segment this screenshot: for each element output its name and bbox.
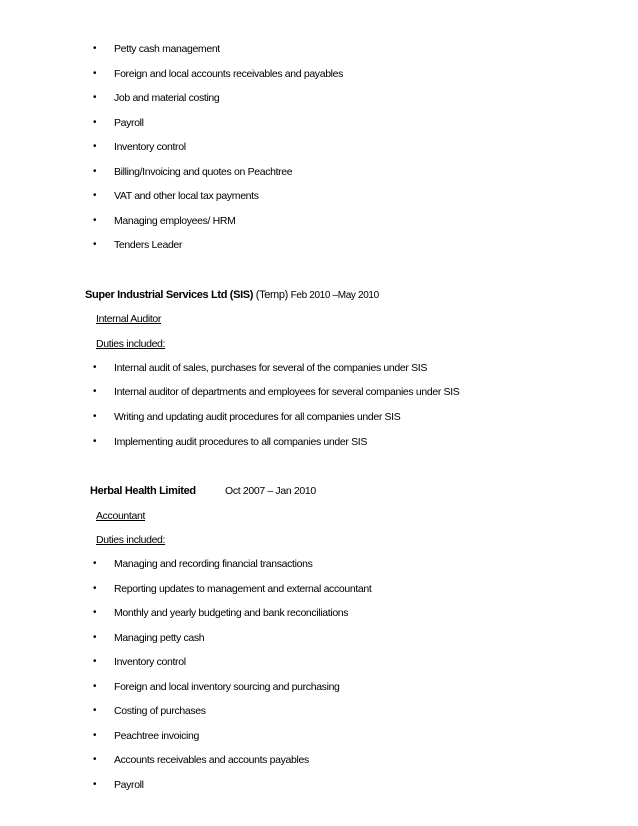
bullet-icon: • xyxy=(93,656,97,667)
company-name: Herbal Health Limited xyxy=(90,485,196,497)
list-item-text: Writing and updating audit procedures for all companies under SIS xyxy=(114,411,401,423)
bullet-icon: • xyxy=(93,215,97,226)
employment-type: (Temp) xyxy=(255,289,288,301)
bullet-icon: • xyxy=(93,681,97,692)
list-item-text: Petty cash management xyxy=(114,43,220,55)
job-dates: Feb 2010 –May 2010 xyxy=(290,290,379,301)
bullet-icon: • xyxy=(93,436,97,447)
bullet-icon: • xyxy=(93,92,97,103)
bullet-icon: • xyxy=(93,583,97,594)
list-item-text: Implementing audit procedures to all companies under SIS xyxy=(114,436,367,448)
list-item-text: Internal audit of sales, purchases for several of the companies under SIS xyxy=(114,362,427,374)
bullet-icon: • xyxy=(93,754,97,765)
job-role: Internal Auditor xyxy=(96,313,162,325)
bullet-icon: • xyxy=(93,558,97,569)
job-role: Accountant xyxy=(96,510,146,522)
list-item-text: Managing and recording financial transactions xyxy=(114,558,313,570)
bullet-icon: • xyxy=(93,43,97,54)
list-item-text: Managing petty cash xyxy=(114,632,205,644)
bullet-icon: • xyxy=(93,190,97,201)
list-item-text: Billing/Invoicing and quotes on Peachtree xyxy=(114,166,293,178)
list-item-text: Monthly and yearly budgeting and bank reconciliations xyxy=(114,607,349,619)
job-heading-sis xyxy=(85,288,379,303)
job-dates: Oct 2007 – Jan 2010 xyxy=(225,485,316,497)
list-item-text: Tenders Leader xyxy=(114,239,183,251)
list-item-text: Accounts receivables and accounts payables xyxy=(114,754,309,766)
company-name: Super Industrial Services Ltd (SIS) xyxy=(85,289,254,301)
bullet-icon: • xyxy=(93,386,97,397)
list-item-text: VAT and other local tax payments xyxy=(114,190,259,202)
list-item-text: Managing employees/ HRM xyxy=(114,215,236,227)
bullet-icon: • xyxy=(93,705,97,716)
list-item-text: Costing of purchases xyxy=(114,705,206,717)
bullet-icon: • xyxy=(93,730,97,741)
job-heading-herbal xyxy=(90,484,196,498)
bullet-icon: • xyxy=(93,166,97,177)
list-item-text: Job and material costing xyxy=(114,92,220,104)
duties-label: Duties included: xyxy=(96,534,166,546)
bullet-icon: • xyxy=(93,68,97,79)
bullet-icon: • xyxy=(93,632,97,643)
list-item-text: Payroll xyxy=(114,117,144,129)
bullet-icon: • xyxy=(93,141,97,152)
duties-label: Duties included: xyxy=(96,338,166,350)
bullet-icon: • xyxy=(93,362,97,373)
list-item-text: Foreign and local accounts receivables and payables xyxy=(114,68,344,80)
bullet-icon: • xyxy=(93,239,97,250)
list-item-text: Reporting updates to management and external accountant xyxy=(114,583,372,595)
list-item-text: Inventory control xyxy=(114,656,186,668)
bullet-icon: • xyxy=(93,779,97,790)
list-item-text: Foreign and local inventory sourcing and purchasing xyxy=(114,681,340,693)
bullet-icon: • xyxy=(93,117,97,128)
list-item-text: Payroll xyxy=(114,779,144,791)
bullet-icon: • xyxy=(93,607,97,618)
list-item-text: Inventory control xyxy=(114,141,186,153)
list-item-text: Internal auditor of departments and employees for several companies under SIS xyxy=(114,386,460,398)
bullet-icon: • xyxy=(93,411,97,422)
list-item-text: Peachtree invoicing xyxy=(114,730,199,742)
